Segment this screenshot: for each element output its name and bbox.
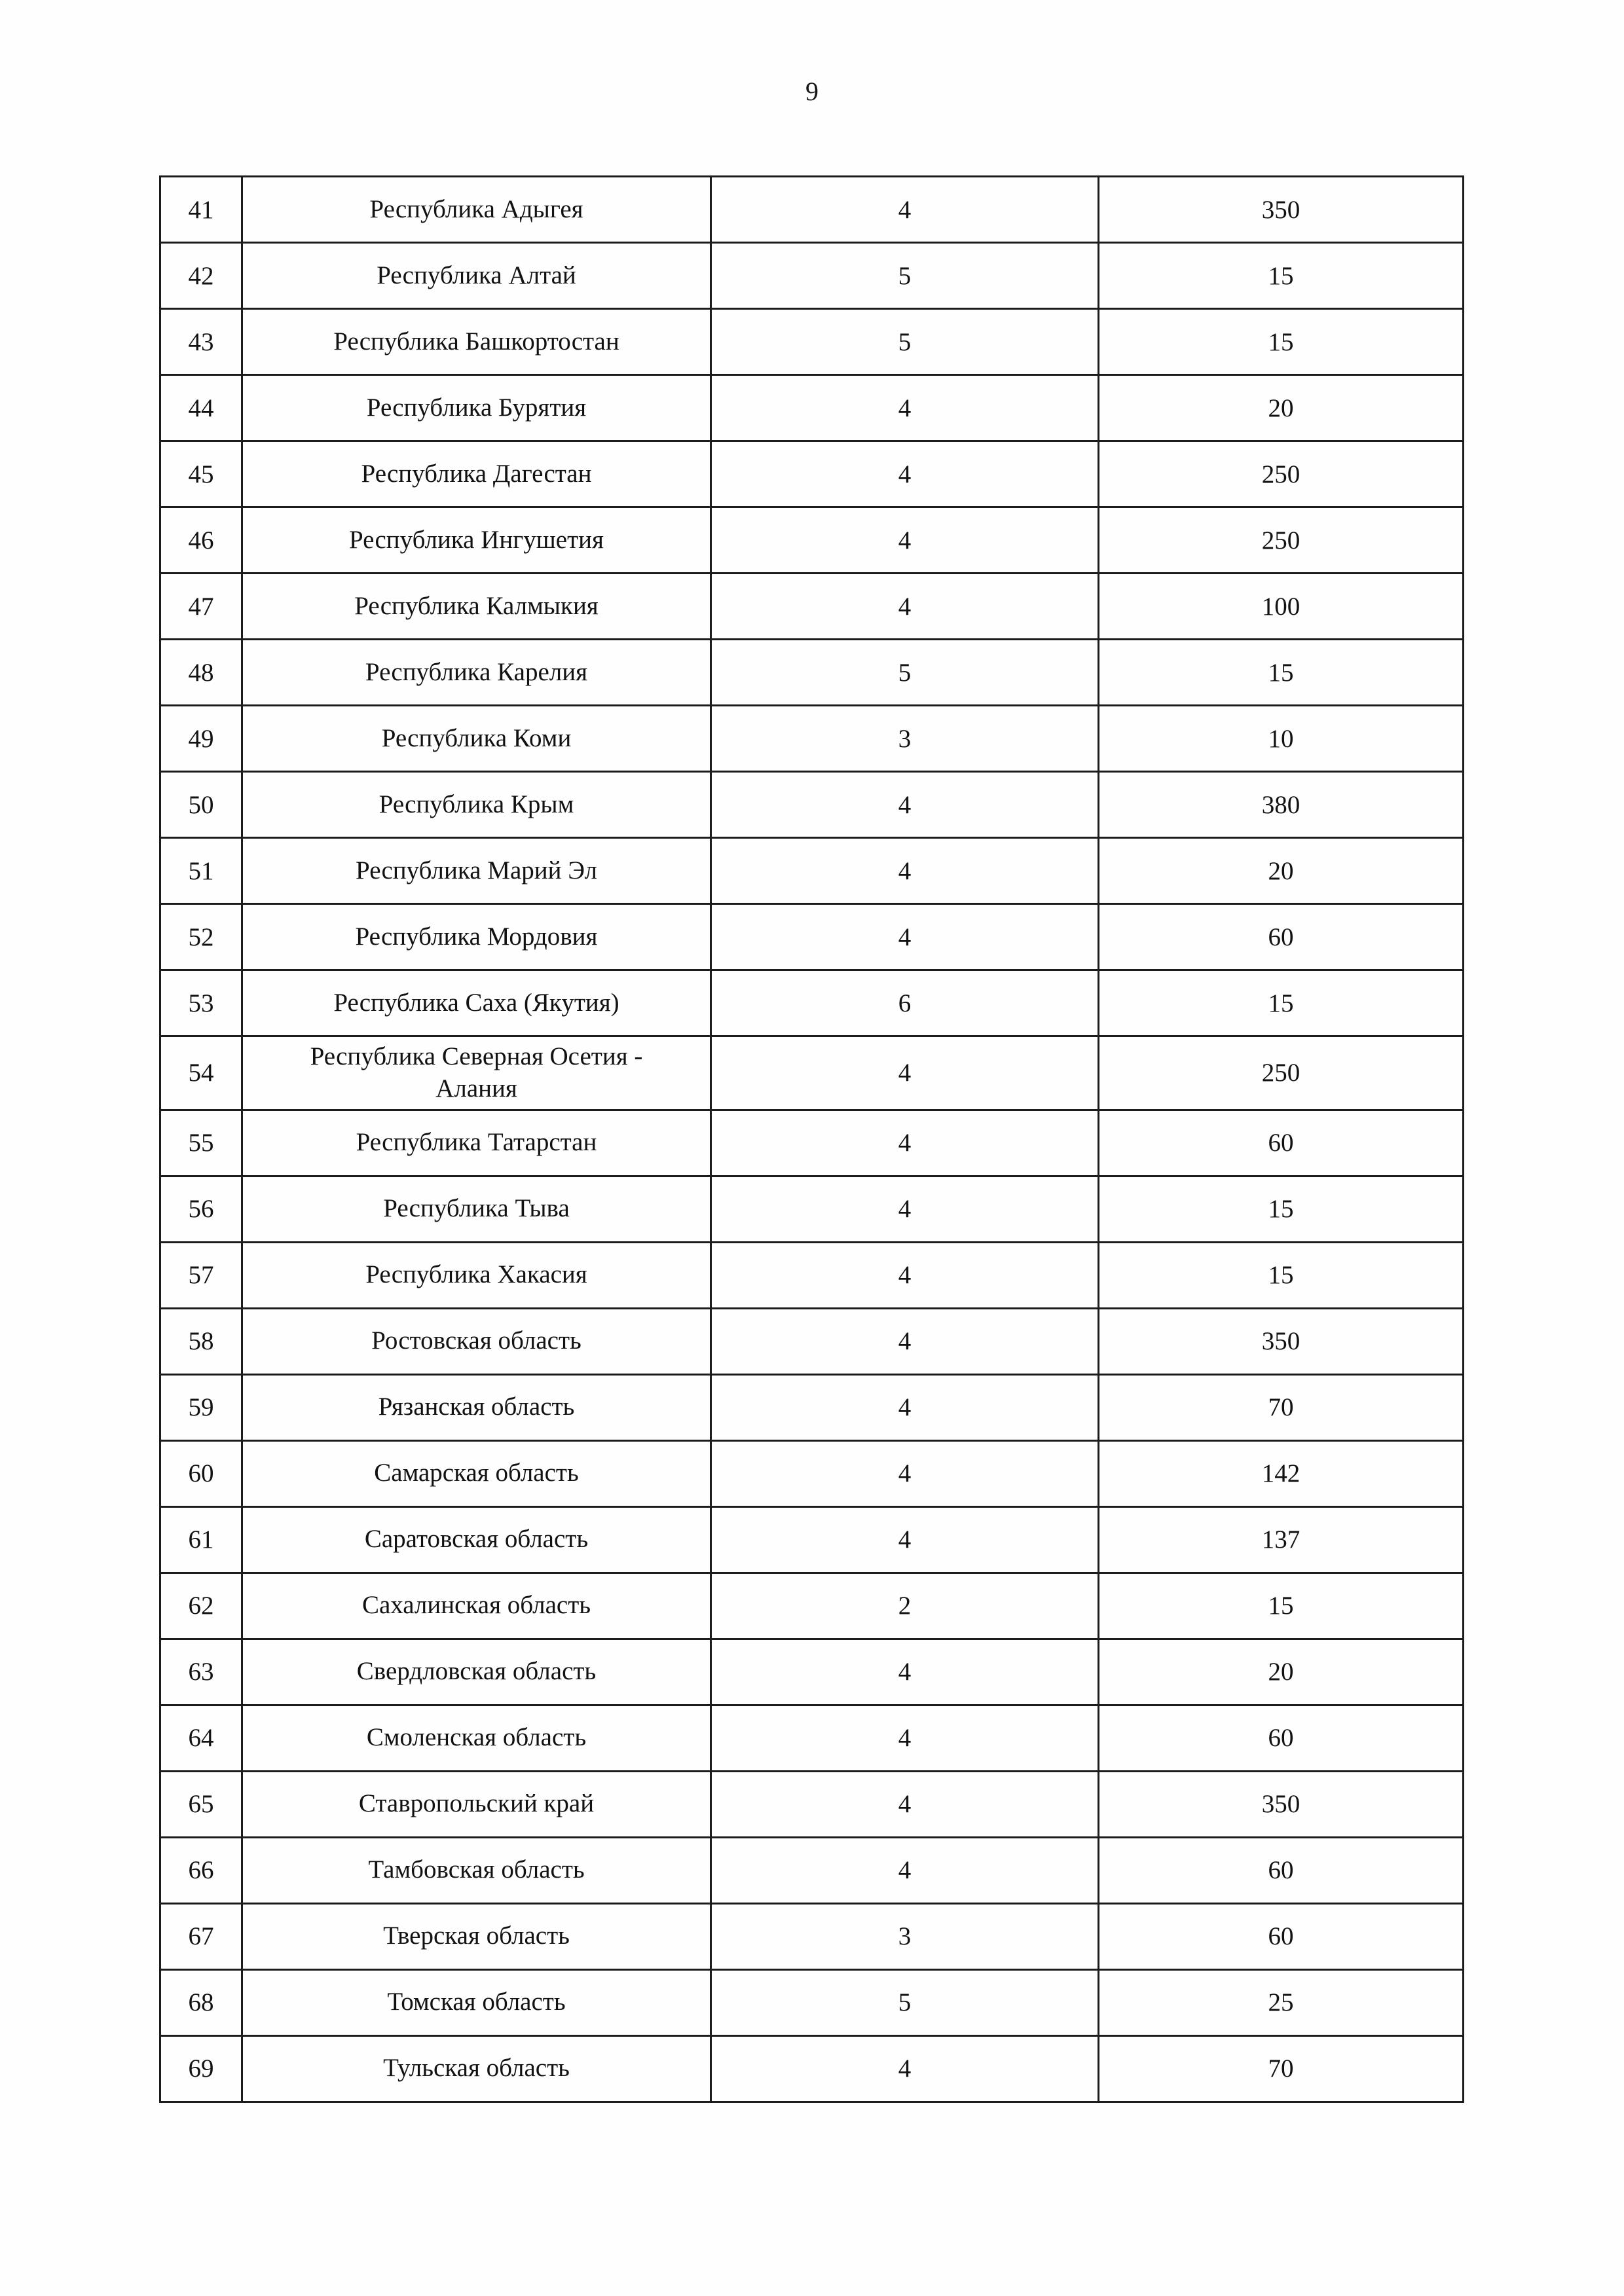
table-row <box>160 309 1464 375</box>
region-name-cell: Самарская область <box>242 1440 711 1506</box>
table-row <box>160 1506 1464 1573</box>
region-name-cell: Ростовская область <box>242 1308 711 1374</box>
row-number-cell: 56 <box>160 1176 242 1242</box>
value-1-cell: 4 <box>711 2035 1099 2102</box>
table-row <box>160 1374 1464 1440</box>
row-number-cell: 57 <box>160 1242 242 1308</box>
value-2-cell: 15 <box>1099 1242 1464 1308</box>
value-1-cell: 4 <box>711 441 1099 507</box>
value-1-cell: 4 <box>711 1374 1099 1440</box>
value-1-cell: 5 <box>711 243 1099 309</box>
value-2-cell: 15 <box>1099 309 1464 375</box>
row-number-cell: 45 <box>160 441 242 507</box>
table-row <box>160 970 1464 1036</box>
row-number-cell: 52 <box>160 904 242 970</box>
table-row <box>160 1837 1464 1903</box>
table-row <box>160 706 1464 772</box>
table-row <box>160 177 1464 243</box>
value-1-cell: 6 <box>711 970 1099 1036</box>
row-number-cell: 60 <box>160 1440 242 1506</box>
row-number-cell: 66 <box>160 1837 242 1903</box>
region-name-cell: Тамбовская область <box>242 1837 711 1903</box>
value-2-cell: 350 <box>1099 177 1464 243</box>
row-number-cell: 41 <box>160 177 242 243</box>
region-name-cell: Тверская область <box>242 1903 711 1969</box>
region-name-cell: Республика Башкортостан <box>242 309 711 375</box>
value-1-cell: 4 <box>711 1110 1099 1176</box>
region-name-cell: Республика Марий Эл <box>242 838 711 904</box>
value-2-cell: 60 <box>1099 1705 1464 1771</box>
region-name-cell: Рязанская область <box>242 1374 711 1440</box>
value-1-cell: 4 <box>711 1308 1099 1374</box>
region-name-cell: Республика Бурятия <box>242 375 711 441</box>
value-1-cell: 4 <box>711 1176 1099 1242</box>
value-2-cell: 100 <box>1099 574 1464 640</box>
region-name-cell: Республика Адыгея <box>242 177 711 243</box>
value-2-cell: 10 <box>1099 706 1464 772</box>
value-2-cell: 20 <box>1099 375 1464 441</box>
table-row <box>160 441 1464 507</box>
value-2-cell: 20 <box>1099 1639 1464 1705</box>
table-row <box>160 1242 1464 1308</box>
region-name-cell: Республика Татарстан <box>242 1110 711 1176</box>
value-1-cell: 4 <box>711 177 1099 243</box>
value-1-cell: 4 <box>711 1242 1099 1308</box>
value-1-cell: 4 <box>711 1837 1099 1903</box>
value-1-cell: 4 <box>711 375 1099 441</box>
table-row <box>160 904 1464 970</box>
page-number: 9 <box>805 77 819 106</box>
region-name-cell: Свердловская область <box>242 1639 711 1705</box>
value-2-cell: 60 <box>1099 904 1464 970</box>
region-name-cell: Республика Алтай <box>242 243 711 309</box>
row-number-cell: 67 <box>160 1903 242 1969</box>
value-2-cell: 15 <box>1099 1176 1464 1242</box>
value-2-cell: 15 <box>1099 243 1464 309</box>
row-number-cell: 58 <box>160 1308 242 1374</box>
value-1-cell: 2 <box>711 1573 1099 1639</box>
value-2-cell: 25 <box>1099 1969 1464 2035</box>
value-2-cell: 250 <box>1099 507 1464 574</box>
region-name-cell: Смоленская область <box>242 1705 711 1771</box>
value-2-cell: 60 <box>1099 1110 1464 1176</box>
value-2-cell: 20 <box>1099 838 1464 904</box>
table-row <box>160 1308 1464 1374</box>
value-1-cell: 4 <box>711 1639 1099 1705</box>
value-1-cell: 4 <box>711 507 1099 574</box>
row-number-cell: 65 <box>160 1771 242 1837</box>
row-number-cell: 55 <box>160 1110 242 1176</box>
value-2-cell: 250 <box>1099 1036 1464 1110</box>
table-row <box>160 1036 1464 1110</box>
value-1-cell: 4 <box>711 574 1099 640</box>
row-number-cell: 48 <box>160 640 242 706</box>
region-name-cell: Республика Мордовия <box>242 904 711 970</box>
value-1-cell: 4 <box>711 1771 1099 1837</box>
row-number-cell: 54 <box>160 1036 242 1110</box>
table-row <box>160 243 1464 309</box>
table-row <box>160 1903 1464 1969</box>
region-name-cell: Республика Карелия <box>242 640 711 706</box>
value-2-cell: 250 <box>1099 441 1464 507</box>
table-row <box>160 1110 1464 1176</box>
region-name-cell: Республика Дагестан <box>242 441 711 507</box>
row-number-cell: 42 <box>160 243 242 309</box>
row-number-cell: 69 <box>160 2035 242 2102</box>
value-1-cell: 3 <box>711 1903 1099 1969</box>
row-number-cell: 47 <box>160 574 242 640</box>
value-2-cell: 15 <box>1099 1573 1464 1639</box>
row-number-cell: 43 <box>160 309 242 375</box>
table-row <box>160 1969 1464 2035</box>
row-number-cell: 68 <box>160 1969 242 2035</box>
region-name-cell: Республика Саха (Якутия) <box>242 970 711 1036</box>
table-row <box>160 1771 1464 1837</box>
value-2-cell: 70 <box>1099 1374 1464 1440</box>
table-row <box>160 1440 1464 1506</box>
table-row <box>160 507 1464 574</box>
table-row <box>160 640 1464 706</box>
table-row <box>160 1573 1464 1639</box>
value-2-cell: 15 <box>1099 970 1464 1036</box>
regions-table-body <box>160 177 1464 2102</box>
value-1-cell: 4 <box>711 1705 1099 1771</box>
row-number-cell: 59 <box>160 1374 242 1440</box>
row-number-cell: 51 <box>160 838 242 904</box>
value-1-cell: 5 <box>711 640 1099 706</box>
value-1-cell: 3 <box>711 706 1099 772</box>
row-number-cell: 50 <box>160 772 242 838</box>
region-name-cell: Республика Северная Осетия - Алания <box>242 1036 711 1110</box>
row-number-cell: 46 <box>160 507 242 574</box>
value-2-cell: 137 <box>1099 1506 1464 1573</box>
value-2-cell: 142 <box>1099 1440 1464 1506</box>
row-number-cell: 49 <box>160 706 242 772</box>
region-name-cell: Томская область <box>242 1969 711 2035</box>
region-name-cell: Республика Крым <box>242 772 711 838</box>
region-name-cell: Республика Ингушетия <box>242 507 711 574</box>
region-name-cell: Сахалинская область <box>242 1573 711 1639</box>
row-number-cell: 61 <box>160 1506 242 1573</box>
table-row <box>160 2035 1464 2102</box>
region-name-cell: Саратовская область <box>242 1506 711 1573</box>
table-row <box>160 1705 1464 1771</box>
table-row <box>160 772 1464 838</box>
regions-table <box>159 175 1464 2103</box>
region-name-cell: Республика Коми <box>242 706 711 772</box>
value-1-cell: 4 <box>711 1506 1099 1573</box>
row-number-cell: 53 <box>160 970 242 1036</box>
value-2-cell: 60 <box>1099 1837 1464 1903</box>
row-number-cell: 62 <box>160 1573 242 1639</box>
region-name-cell: Тульская область <box>242 2035 711 2102</box>
value-1-cell: 5 <box>711 1969 1099 2035</box>
value-2-cell: 380 <box>1099 772 1464 838</box>
value-2-cell: 350 <box>1099 1771 1464 1837</box>
region-name-cell: Республика Хакасия <box>242 1242 711 1308</box>
table-row <box>160 375 1464 441</box>
table-row <box>160 1639 1464 1705</box>
value-1-cell: 4 <box>711 904 1099 970</box>
value-2-cell: 15 <box>1099 640 1464 706</box>
row-number-cell: 44 <box>160 375 242 441</box>
value-1-cell: 4 <box>711 1440 1099 1506</box>
value-2-cell: 70 <box>1099 2035 1464 2102</box>
value-1-cell: 4 <box>711 772 1099 838</box>
region-name-cell: Ставропольский край <box>242 1771 711 1837</box>
value-1-cell: 4 <box>711 838 1099 904</box>
region-name-cell: Республика Калмыкия <box>242 574 711 640</box>
row-number-cell: 63 <box>160 1639 242 1705</box>
row-number-cell: 64 <box>160 1705 242 1771</box>
value-1-cell: 5 <box>711 309 1099 375</box>
table-row <box>160 574 1464 640</box>
value-2-cell: 350 <box>1099 1308 1464 1374</box>
table-row <box>160 1176 1464 1242</box>
value-2-cell: 60 <box>1099 1903 1464 1969</box>
value-1-cell: 4 <box>711 1036 1099 1110</box>
table-row <box>160 838 1464 904</box>
region-name-cell: Республика Тыва <box>242 1176 711 1242</box>
